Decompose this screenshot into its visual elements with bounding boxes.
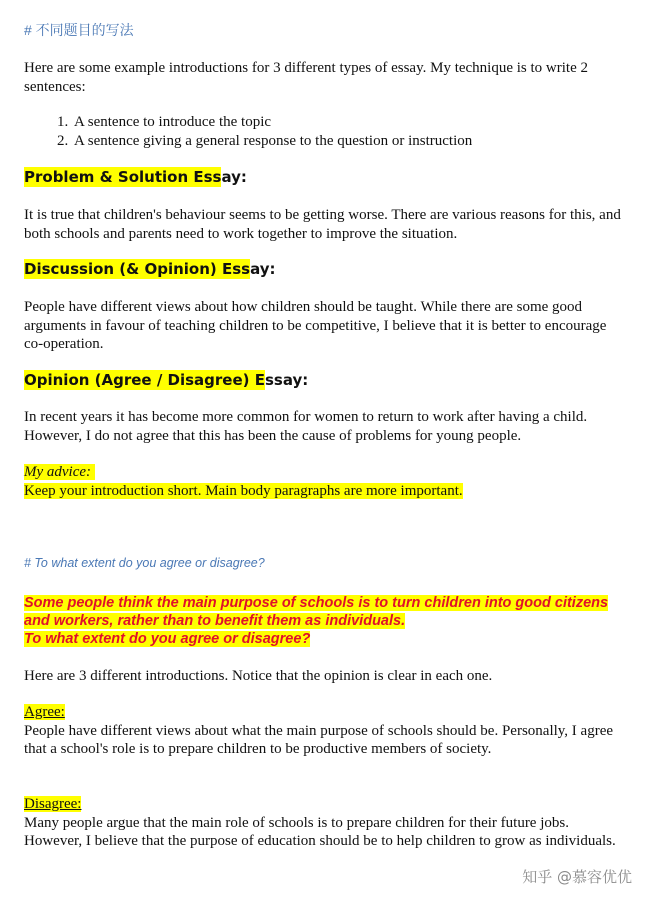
section-heading-chinese: # 不同题目的写法: [24, 22, 134, 38]
section-heading-extent: # To what extent do you agree or disagree?: [24, 556, 265, 570]
section-title-discussion: [24, 259, 628, 279]
agree-label: Agree:: [24, 704, 65, 720]
disagree-block: [24, 795, 628, 851]
advice-text: Keep your introduction short. Main body paragraphs are more important.: [24, 482, 463, 499]
question-line: To what extent do you agree or disagree?: [24, 631, 311, 647]
disagree-label: Disagree:: [24, 796, 82, 812]
title-highlight: Opinion (Agree / Disagree) E: [24, 371, 265, 389]
title-highlight: Problem & Solution Ess: [24, 168, 222, 186]
advice-block: [24, 463, 628, 500]
opinion-text: In recent years it has become more common for women to return to work after having a child. However, I do not agree that this has been the cause of problems for young people.: [24, 409, 588, 444]
question-line: Some people think the main purpose of schools is to turn children into good citizens: [24, 595, 609, 611]
discussion-text: People have different views about how children should be taught. While there are some good arguments in favour of teaching children to be competitive, I believe that it is better to encourage co-operation.: [24, 299, 607, 352]
section-title-problem-solution: [24, 167, 628, 187]
question-line: and workers, rather than to benefit them as individuals.: [24, 613, 406, 629]
zhihu-watermark: 知乎 @慕容优优: [522, 868, 632, 886]
agree-text: People have different views about what the main purpose of schools should be. Personally, I agree that a school's role is to prepare children to be productive members of society.: [24, 722, 614, 757]
advice-label: My advice:: [24, 464, 95, 480]
title-rest: ay:: [250, 260, 276, 278]
intro-paragraph: Here are some example introductions for 3 different types of essay. My technique is to write 2 sentences:: [24, 60, 589, 95]
title-highlight: Discussion (& Opinion) Ess: [24, 260, 251, 278]
title-rest: ssay:: [264, 371, 309, 389]
essay-question: [24, 594, 628, 648]
notice-paragraph: Here are 3 different introductions. Notice that the opinion is clear in each one.: [24, 668, 493, 684]
problem-solution-text: It is true that children's behaviour seems to be getting worse. There are various reasons for this, and both schools and parents need to work together to improve the situation.: [24, 207, 621, 242]
step-item: 1. A sentence to introduce the topic: [72, 113, 650, 132]
section-title-opinion: [24, 370, 628, 390]
agree-block: [24, 703, 628, 759]
title-rest: ay:: [221, 168, 247, 186]
step-item: 2. A sentence giving a general response to the question or instruction: [72, 132, 650, 151]
disagree-text: Many people argue that the main role of schools is to prepare children for their future jobs. However, I believe that the purpose of education should be to help children to grow as individuals.: [24, 814, 616, 849]
steps-list: [24, 113, 650, 150]
